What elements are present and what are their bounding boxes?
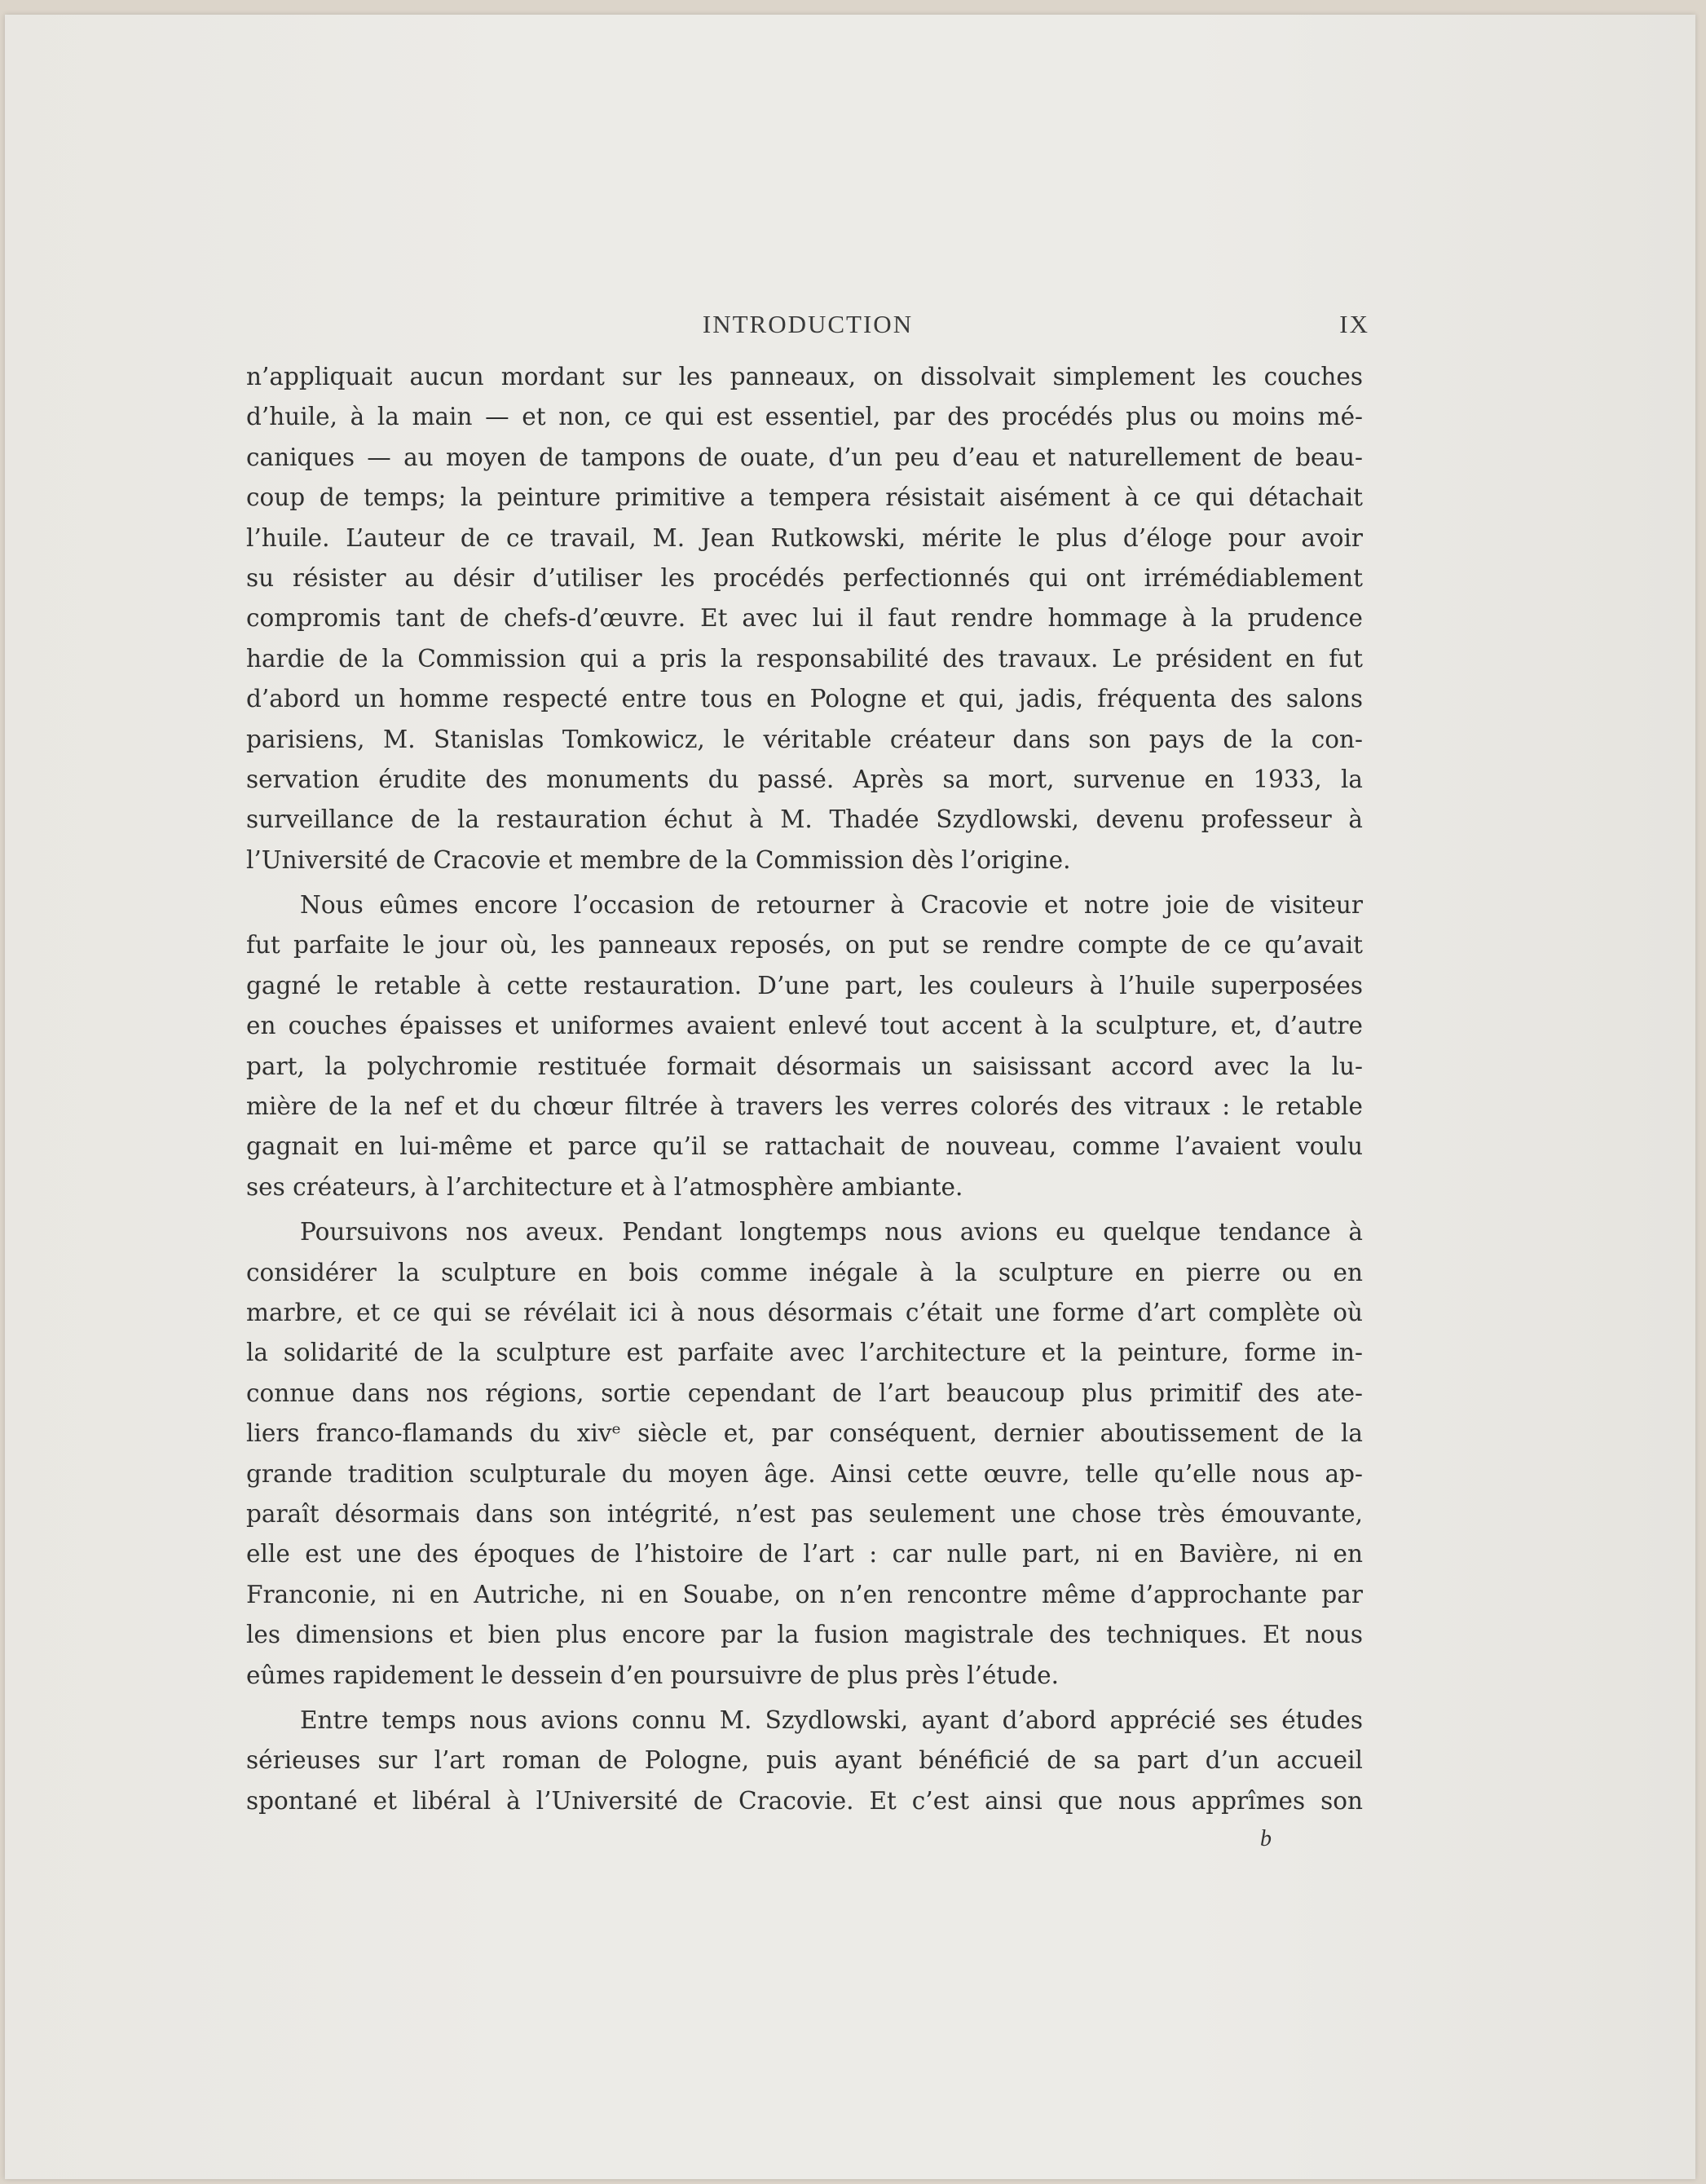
text-line: l’Université de Cracovie et membre de la Commission dès l’origine. xyxy=(246,845,1071,874)
text-line: marbre, et ce qui se révélait ici à nous désormais c’était une forme d’art complète où xyxy=(246,1298,1363,1326)
text-line: d’abord un homme respecté entre tous en Pologne et qui, jadis, fréquenta des salons xyxy=(246,685,1363,713)
text-line: sérieuses sur l’art roman de Pologne, puis ayant bénéficié de sa part d’un accueil xyxy=(246,1746,1363,1775)
text-line: ses créateurs, à l’architecture et à l’atmosphère ambiante. xyxy=(246,1172,963,1201)
paragraph-3 xyxy=(246,1212,1363,1696)
text-line: n’appliquait aucun mordant sur les panneaux, on dissolvait simplement les couches xyxy=(246,363,1363,390)
text-line: hardie de la Commission qui a pris la responsabilité des travaux. Le président en fut xyxy=(246,644,1363,673)
text-line: l’huile. L’auteur de ce travail, M. Jean Rutkowski, mérite le plus d’éloge pour avoir xyxy=(246,523,1363,552)
text-line: les dimensions et bien plus encore par la fusion magistrale des techniques. Et nous xyxy=(246,1621,1363,1649)
text-line: servation érudite des monuments du passé. Après sa mort, survenue en 1933, la xyxy=(246,765,1363,793)
text-line: fut parfaite le jour où, les panneaux reposés, on put se rendre compte de ce qu’avait xyxy=(246,931,1363,960)
text-line: connue dans nos régions, sortie cependant de l’art beaucoup plus primitif des ate- xyxy=(246,1379,1363,1407)
text-line: gagnait en lui-même et parce qu’il se rattachait de nouveau, comme l’avaient voulu xyxy=(246,1132,1363,1161)
text-line: en couches épaisses et uniformes avaient enlevé tout accent à la sculpture, et, d’autre xyxy=(246,1012,1363,1040)
text-line: grande tradition sculpturale du moyen âge. Ainsi cette œuvre, telle qu’elle nous ap- xyxy=(246,1459,1363,1488)
text-line: gagné le retable à cette restauration. D’une part, les couleurs à l’huile superposées xyxy=(246,971,1363,999)
text-line: paraît désormais dans son intégrité, n’est pas seulement une chose très émouvante, xyxy=(246,1499,1363,1528)
page-sheet xyxy=(5,15,1695,2179)
text-line: part, la polychromie restituée formait désormais un saisissant accord avec la lu- xyxy=(246,1052,1363,1080)
text-line: Poursuivons nos aveux. Pendant longtemps nous avions eu quelque tendance à xyxy=(300,1218,1363,1246)
running-head xyxy=(246,302,1369,342)
text-line: liers franco-flamands du xivᵉ siècle et, par conséquent, dernier aboutissement de la xyxy=(246,1419,1363,1448)
text-line: Entre temps nous avions connu M. Szydlowski, ayant d’abord apprécié ses études xyxy=(300,1705,1363,1734)
body-text xyxy=(246,357,1363,1821)
text-line: surveillance de la restauration échut à M. Thadée Szydlowski, devenu professeur à xyxy=(246,805,1363,834)
text-line: considérer la sculpture en bois comme inégale à la sculpture en pierre ou en xyxy=(246,1258,1363,1286)
text-line: parisiens, M. Stanislas Tomkowicz, le véritable créateur dans son pays de la con- xyxy=(246,725,1363,753)
running-title: INTRODUCTION xyxy=(702,310,914,338)
paragraph-2 xyxy=(246,885,1363,1207)
text-line: mière de la nef et du chœur filtrée à travers les verres colorés des vitraux : le retable xyxy=(246,1092,1363,1121)
text-line: caniques — au moyen de tampons de ouate, d’un peu d’eau et naturellement de beau- xyxy=(246,443,1363,471)
text-line: spontané et libéral à l’Université de Cracovie. Et c’est ainsi que nous apprîmes son xyxy=(246,1786,1363,1815)
text-line: su résister au désir d’utiliser les procédés perfectionnés qui ont irrémédiablement xyxy=(246,563,1363,592)
text-line: compromis tant de chefs-d’œuvre. Et avec lui il faut rendre hommage à la prudence xyxy=(246,604,1363,633)
paragraph-4 xyxy=(246,1701,1363,1821)
text-line: la solidarité de la sculpture est parfaite avec l’architecture et la peinture, forme in- xyxy=(246,1339,1363,1367)
text-line: Nous eûmes encore l’occasion de retourner à Cracovie et notre joie de visiteur xyxy=(300,891,1363,920)
text-line: Franconie, ni en Autriche, ni en Souabe, on n’en rencontre même d’approchante par xyxy=(246,1580,1363,1608)
paragraph-1 xyxy=(246,357,1363,880)
signature-mark: b xyxy=(1260,1826,1272,1851)
text-line: coup de temps; la peinture primitive a tempera résistait aisément à ce qui détachait xyxy=(246,483,1363,512)
text-line: d’huile, à la main — et non, ce qui est essentiel, par des procédés plus ou moins mé- xyxy=(246,403,1363,431)
text-line: eûmes rapidement le dessein d’en poursuivre de plus près l’étude. xyxy=(246,1661,1059,1689)
page-number: IX xyxy=(1339,310,1369,338)
text-line: elle est une des époques de l’histoire de l’art : car nulle part, ni en Bavière, ni en xyxy=(246,1540,1363,1569)
